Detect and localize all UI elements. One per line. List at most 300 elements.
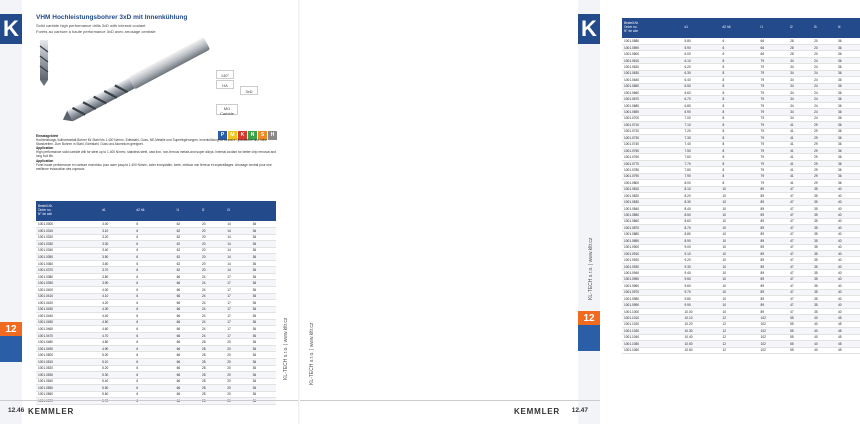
dimension-cell: 35 bbox=[812, 231, 836, 237]
dimension-cell: 6 bbox=[134, 378, 174, 385]
dimension-cell: 66 bbox=[175, 300, 200, 307]
order-number-cell: 1001.0350 bbox=[36, 254, 100, 261]
order-number-cell: 1001.0730 bbox=[622, 135, 683, 141]
order-number-cell: 1001.0900 bbox=[622, 244, 683, 250]
column-header: Bestell-Nr. Order no. N° de cde bbox=[36, 201, 100, 221]
dimension-cell: 24 bbox=[200, 313, 225, 320]
dimension-cell: 3.30 bbox=[100, 241, 134, 248]
dimension-cell: 40 bbox=[836, 296, 860, 302]
dimension-cell: 17 bbox=[225, 280, 250, 287]
dimension-cell: 9.20 bbox=[683, 257, 721, 263]
dimension-cell: 8 bbox=[721, 154, 759, 160]
dimension-cell: 5.80 bbox=[683, 38, 721, 44]
dimension-cell: 79 bbox=[759, 64, 789, 70]
product-description bbox=[36, 134, 276, 171]
dimension-cell: 79 bbox=[759, 167, 789, 173]
dimension-cell: 89 bbox=[759, 276, 789, 282]
dimension-cell: 4.50 bbox=[100, 319, 134, 326]
dimension-cell: 79 bbox=[759, 173, 789, 179]
dimension-cell: 47 bbox=[788, 193, 812, 199]
dimension-cell: 36 bbox=[836, 109, 860, 115]
dimension-cell: 6 bbox=[134, 254, 174, 261]
dimension-cell: 36 bbox=[251, 228, 276, 235]
dimension-cell: 89 bbox=[759, 186, 789, 192]
dimension-cell: 35 bbox=[812, 244, 836, 250]
dimension-cell: 36 bbox=[251, 280, 276, 287]
dimension-cell: 79 bbox=[759, 109, 789, 115]
dimension-cell: 17 bbox=[225, 293, 250, 300]
dimension-cell: 6.00 bbox=[683, 51, 721, 57]
dimension-cell: 55 bbox=[788, 341, 812, 347]
dimension-cell: 20 bbox=[812, 38, 836, 44]
dimension-cell: 47 bbox=[788, 276, 812, 282]
dimension-cell: 62 bbox=[175, 260, 200, 267]
dimension-cell: 34 bbox=[788, 90, 812, 96]
right-url[interactable]: KL-TECH s.r.o. | www.kltr.cz bbox=[588, 237, 594, 300]
dimension-cell: 28 bbox=[200, 339, 225, 346]
dimension-cell: 6 bbox=[134, 391, 174, 398]
dimension-cell: 40 bbox=[836, 257, 860, 263]
dimension-cell: 17 bbox=[225, 319, 250, 326]
dimension-cell: 8 bbox=[721, 147, 759, 153]
dimension-cell: 36 bbox=[251, 326, 276, 333]
dimension-cell: 24 bbox=[200, 293, 225, 300]
dimension-cell: 28 bbox=[200, 372, 225, 379]
dimension-cell: 55 bbox=[788, 347, 812, 353]
dimension-cell: 34 bbox=[788, 115, 812, 121]
dimension-cell: 6 bbox=[134, 372, 174, 379]
dimension-cell: 79 bbox=[759, 122, 789, 128]
dimension-cell: 36 bbox=[251, 378, 276, 385]
dimension-cell: 10.20 bbox=[683, 321, 721, 327]
dimension-cell: 12 bbox=[721, 315, 759, 321]
dimension-cell: 20 bbox=[200, 234, 225, 241]
order-number-cell: 1001.0670 bbox=[622, 96, 683, 102]
order-number-cell: 1001.1020 bbox=[622, 321, 683, 327]
dimension-cell: 24 bbox=[812, 64, 836, 70]
dimension-cell: 20 bbox=[225, 378, 250, 385]
dimension-cell: 35 bbox=[812, 205, 836, 211]
order-number-cell: 1001.0330 bbox=[36, 241, 100, 248]
order-number-cell: 1001.0850 bbox=[622, 212, 683, 218]
dimension-cell: 3.00 bbox=[100, 221, 134, 228]
dimension-cell: 35 bbox=[812, 276, 836, 282]
dimension-cell: 40 bbox=[836, 308, 860, 314]
dimension-cell: 34 bbox=[788, 70, 812, 76]
dimension-cell: 36 bbox=[836, 83, 860, 89]
order-number-cell: 1001.0640 bbox=[622, 77, 683, 83]
order-number-cell: 1001.0890 bbox=[622, 238, 683, 244]
order-number-cell: 1001.0920 bbox=[622, 257, 683, 263]
dimension-cell: 45 bbox=[836, 321, 860, 327]
dimension-cell: 8.50 bbox=[683, 212, 721, 218]
dimension-cell: 6 bbox=[134, 260, 174, 267]
dimension-cell: 102 bbox=[759, 334, 789, 340]
right-chapter-badge[interactable]: 12 bbox=[578, 311, 600, 327]
dimension-cell: 14 bbox=[225, 260, 250, 267]
dimension-cell: 45 bbox=[836, 315, 860, 321]
dimension-cell: 6 bbox=[134, 234, 174, 241]
dimension-cell: 55 bbox=[788, 334, 812, 340]
dimension-cell: 20 bbox=[200, 221, 225, 228]
dimension-cell: 89 bbox=[759, 244, 789, 250]
dimension-cell: 102 bbox=[759, 347, 789, 353]
dimension-cell: 35 bbox=[812, 257, 836, 263]
dimension-cell: 89 bbox=[759, 212, 789, 218]
order-number-cell: 1001.0780 bbox=[622, 167, 683, 173]
left-brand: KEMMLER bbox=[28, 407, 75, 416]
dimension-cell: 6.90 bbox=[683, 109, 721, 115]
order-number-cell: 1001.0610 bbox=[622, 57, 683, 63]
order-number-cell: 1001.0550 bbox=[36, 385, 100, 392]
dimension-cell: 66 bbox=[175, 293, 200, 300]
material-badge-p: P bbox=[218, 131, 227, 140]
dimension-cell: 35 bbox=[812, 296, 836, 302]
dimension-cell: 40 bbox=[836, 199, 860, 205]
dimension-cell: 10 bbox=[721, 193, 759, 199]
dimension-cell: 36 bbox=[251, 254, 276, 261]
dimension-cell: 17 bbox=[225, 313, 250, 320]
dimension-cell: 29 bbox=[812, 173, 836, 179]
order-number-cell: 1001.0960 bbox=[622, 283, 683, 289]
dimension-cell: 6 bbox=[134, 345, 174, 352]
dimension-cell: 47 bbox=[788, 289, 812, 295]
dimension-cell: 24 bbox=[812, 83, 836, 89]
dimension-cell: 79 bbox=[759, 160, 789, 166]
dimension-cell: 102 bbox=[759, 321, 789, 327]
dimension-cell: 10 bbox=[721, 218, 759, 224]
dimension-cell: 14 bbox=[225, 241, 250, 248]
dimension-cell: 14 bbox=[225, 234, 250, 241]
dimension-cell: 29 bbox=[812, 147, 836, 153]
dimension-cell: 29 bbox=[812, 135, 836, 141]
dimension-cell: 36 bbox=[251, 319, 276, 326]
dimension-cell: 36 bbox=[251, 358, 276, 365]
table-row bbox=[622, 347, 860, 353]
dimension-cell: 6.10 bbox=[683, 57, 721, 63]
dimension-cell: 24 bbox=[200, 332, 225, 339]
dimension-cell: 47 bbox=[788, 218, 812, 224]
dimension-cell: 20 bbox=[225, 352, 250, 359]
dimension-cell: 20 bbox=[812, 44, 836, 50]
dimension-cell: 40 bbox=[836, 231, 860, 237]
dimension-cell: 89 bbox=[759, 225, 789, 231]
dimension-cell: 66 bbox=[175, 345, 200, 352]
right-page bbox=[300, 0, 842, 424]
dimension-cell: 47 bbox=[788, 231, 812, 237]
right-url-inner[interactable]: KL-TECH s.r.o. | www.kltr.cz bbox=[309, 322, 315, 385]
dimension-cell: 7.50 bbox=[683, 147, 721, 153]
dimension-cell: 17 bbox=[225, 286, 250, 293]
dimension-cell: 34 bbox=[788, 109, 812, 115]
dimension-cell: 36 bbox=[836, 51, 860, 57]
dimension-cell: 9.30 bbox=[683, 263, 721, 269]
dimension-cell: 66 bbox=[175, 273, 200, 280]
dimension-cell: 36 bbox=[251, 241, 276, 248]
dimension-cell: 10 bbox=[721, 257, 759, 263]
dimension-cell: 28 bbox=[200, 385, 225, 392]
dimension-cell: 55 bbox=[788, 321, 812, 327]
material-badge-h: H bbox=[268, 131, 277, 140]
order-number-cell: 1001.0410 bbox=[36, 293, 100, 300]
dimension-cell: 40 bbox=[836, 205, 860, 211]
dimension-cell: 28 bbox=[200, 352, 225, 359]
product-subtitle-fr: Forets au carbure à haute performance 3xD avec arrosage centrale bbox=[36, 29, 156, 34]
dimension-cell: 3.70 bbox=[100, 267, 134, 274]
dimension-cell: 35 bbox=[812, 238, 836, 244]
dimension-cell: 89 bbox=[759, 308, 789, 314]
order-number-cell: 1001.0880 bbox=[622, 231, 683, 237]
dimension-cell: 8 bbox=[721, 173, 759, 179]
dimension-cell: 17 bbox=[225, 332, 250, 339]
dimension-cell: 7.20 bbox=[683, 128, 721, 134]
order-number-cell: 1001.0310 bbox=[36, 228, 100, 235]
column-header: l1 bbox=[175, 201, 200, 221]
dimension-cell: 41 bbox=[788, 160, 812, 166]
dimension-cell: 36 bbox=[251, 234, 276, 241]
dimension-cell: 9.60 bbox=[683, 283, 721, 289]
dimension-cell: 6.60 bbox=[683, 90, 721, 96]
dimension-cell: 66 bbox=[175, 385, 200, 392]
dimension-cell: 8 bbox=[721, 90, 759, 96]
dimension-cell: 20 bbox=[225, 345, 250, 352]
dimension-cell: 7.00 bbox=[683, 115, 721, 121]
left-chapter-badge[interactable]: 12 bbox=[0, 322, 22, 338]
dimension-cell: 36 bbox=[251, 306, 276, 313]
left-section-tab[interactable]: K bbox=[0, 14, 22, 44]
dimension-cell: 8 bbox=[721, 70, 759, 76]
dimension-cell: 36 bbox=[836, 96, 860, 102]
dimension-cell: 36 bbox=[836, 44, 860, 50]
dimension-cell: 36 bbox=[836, 167, 860, 173]
dimension-cell: 28 bbox=[200, 365, 225, 372]
dimension-cell: 4.40 bbox=[100, 313, 134, 320]
dimension-cell: 36 bbox=[836, 38, 860, 44]
dimension-cell: 89 bbox=[759, 231, 789, 237]
dimension-cell: 66 bbox=[175, 280, 200, 287]
shank-type-spec: HA bbox=[216, 80, 234, 89]
dimension-cell: 6 bbox=[134, 228, 174, 235]
dimension-cell: 35 bbox=[812, 193, 836, 199]
dimension-cell: 24 bbox=[200, 273, 225, 280]
dimension-cell: 34 bbox=[788, 102, 812, 108]
dimension-cell: 28 bbox=[788, 51, 812, 57]
dimension-cell: 6 bbox=[134, 385, 174, 392]
dimension-cell: 8 bbox=[721, 167, 759, 173]
dimension-cell: 66 bbox=[175, 378, 200, 385]
dimension-cell: 9.10 bbox=[683, 250, 721, 256]
dimension-cell: 24 bbox=[200, 319, 225, 326]
dimension-cell: 66 bbox=[175, 391, 200, 398]
dimension-cell: 66 bbox=[175, 398, 200, 405]
dimension-cell: 89 bbox=[759, 199, 789, 205]
dimension-cell: 6 bbox=[134, 247, 174, 254]
dimension-cell: 20 bbox=[225, 391, 250, 398]
dimension-cell: 36 bbox=[251, 398, 276, 405]
order-number-cell: 1001.0700 bbox=[622, 115, 683, 121]
dimension-cell: 55 bbox=[788, 328, 812, 334]
order-number-cell: 1001.0660 bbox=[622, 90, 683, 96]
dimension-cell: 8 bbox=[721, 180, 759, 186]
dimension-cell: 34 bbox=[788, 57, 812, 63]
dimension-cell: 12 bbox=[721, 328, 759, 334]
dimension-cell: 6 bbox=[134, 398, 174, 405]
dimension-cell: 102 bbox=[759, 315, 789, 321]
dimension-cell: 4.80 bbox=[100, 339, 134, 346]
column-header: Bestell-Nr. Order no. N° de cde bbox=[622, 18, 683, 38]
dimension-cell: 6.80 bbox=[683, 102, 721, 108]
order-number-cell: 1001.0500 bbox=[36, 352, 100, 359]
dimension-cell: 10 bbox=[721, 276, 759, 282]
dimension-cell: 28 bbox=[200, 345, 225, 352]
dimension-cell: 102 bbox=[759, 341, 789, 347]
order-number-cell: 1001.0810 bbox=[622, 186, 683, 192]
dimension-cell: 89 bbox=[759, 257, 789, 263]
dimension-cell: 89 bbox=[759, 289, 789, 295]
dimension-cell: 6 bbox=[134, 267, 174, 274]
dimension-cell: 28 bbox=[200, 398, 225, 405]
dimension-cell: 8.70 bbox=[683, 225, 721, 231]
right-chapter-marker bbox=[578, 325, 600, 351]
dimension-cell: 36 bbox=[836, 77, 860, 83]
dimension-cell: 66 bbox=[175, 313, 200, 320]
order-number-cell: 1001.0870 bbox=[622, 225, 683, 231]
dimension-cell: 35 bbox=[812, 308, 836, 314]
dimension-cell: 66 bbox=[175, 365, 200, 372]
dimension-cell: 36 bbox=[251, 286, 276, 293]
dimension-cell: 34 bbox=[788, 83, 812, 89]
left-page-number: 12.46 bbox=[8, 407, 25, 414]
dimension-cell: 41 bbox=[788, 173, 812, 179]
dimension-cell: 79 bbox=[759, 83, 789, 89]
dimension-cell: 8 bbox=[721, 83, 759, 89]
dimension-cell: 24 bbox=[200, 280, 225, 287]
dimension-cell: 45 bbox=[836, 328, 860, 334]
dimension-cell: 9.90 bbox=[683, 302, 721, 308]
right-footer bbox=[300, 400, 600, 424]
dimension-cell: 5.00 bbox=[100, 352, 134, 359]
right-side-strip bbox=[578, 0, 600, 424]
left-url[interactable]: KL-TECH s.r.o. | www.kltr.cz bbox=[283, 317, 289, 380]
dimension-cell: 40 bbox=[812, 315, 836, 321]
dimension-cell: 79 bbox=[759, 90, 789, 96]
dimension-cell: 10 bbox=[721, 205, 759, 211]
dimension-cell: 6.50 bbox=[683, 83, 721, 89]
order-number-cell: 1001.0420 bbox=[36, 300, 100, 307]
dimension-cell: 17 bbox=[225, 300, 250, 307]
dimension-cell: 5.20 bbox=[100, 365, 134, 372]
dimension-cell: 66 bbox=[759, 51, 789, 57]
dimension-cell: 8 bbox=[721, 122, 759, 128]
column-header: l4 bbox=[836, 18, 860, 38]
dimension-cell: 35 bbox=[812, 302, 836, 308]
dimension-cell: 10.40 bbox=[683, 334, 721, 340]
dimension-cell: 45 bbox=[836, 341, 860, 347]
dimension-cell: 36 bbox=[251, 221, 276, 228]
dimension-cell: 9.40 bbox=[683, 270, 721, 276]
dimension-cell: 4.00 bbox=[100, 286, 134, 293]
dimension-cell: 36 bbox=[836, 135, 860, 141]
order-number-cell: 1001.0440 bbox=[36, 313, 100, 320]
point-angle-spec: 140° bbox=[216, 70, 234, 79]
dimension-cell: 9.50 bbox=[683, 276, 721, 282]
dimension-cell: 10 bbox=[721, 186, 759, 192]
dimension-cell: 89 bbox=[759, 270, 789, 276]
dimension-cell: 20 bbox=[225, 339, 250, 346]
dimension-cell: 10 bbox=[721, 250, 759, 256]
dimension-cell: 7.80 bbox=[683, 167, 721, 173]
dimension-cell: 35 bbox=[812, 270, 836, 276]
order-number-cell: 1001.0840 bbox=[622, 205, 683, 211]
dimension-cell: 36 bbox=[251, 385, 276, 392]
dimension-cell: 10.50 bbox=[683, 341, 721, 347]
column-header: l2 bbox=[788, 18, 812, 38]
dimension-cell: 40 bbox=[836, 283, 860, 289]
dimension-cell: 12 bbox=[721, 334, 759, 340]
dimension-cell: 20 bbox=[200, 247, 225, 254]
dimension-cell: 55 bbox=[788, 315, 812, 321]
material-badge-k: K bbox=[238, 131, 247, 140]
dimension-cell: 8 bbox=[721, 77, 759, 83]
dimension-cell: 79 bbox=[759, 57, 789, 63]
dimension-cell: 24 bbox=[812, 96, 836, 102]
dimension-cell: 6 bbox=[134, 293, 174, 300]
dimension-cell: 36 bbox=[836, 128, 860, 134]
dimension-cell: 10 bbox=[721, 270, 759, 276]
dimension-cell: 28 bbox=[200, 391, 225, 398]
dimension-cell: 14 bbox=[225, 247, 250, 254]
dimension-cell: 3.80 bbox=[100, 273, 134, 280]
right-section-tab[interactable]: K bbox=[578, 14, 600, 44]
right-page-number: 12.47 bbox=[571, 407, 588, 414]
column-header: l3 bbox=[812, 18, 836, 38]
dimension-cell: 6.40 bbox=[683, 77, 721, 83]
dimension-cell: 28 bbox=[200, 378, 225, 385]
dimension-cell: 79 bbox=[759, 135, 789, 141]
desc-text-fr: Foret haute performance en carbure monobloc pour acier jusqu'à 1.400 N/mm², acier inoxydable, fonte, métaux non ferreux et superalliages. Arrosage central pour une meilleure évacuation des copeaux. bbox=[36, 162, 272, 171]
dimension-cell: 45 bbox=[836, 347, 860, 353]
dimension-cell: 79 bbox=[759, 115, 789, 121]
dimension-cell: 6 bbox=[134, 306, 174, 313]
dimension-cell: 47 bbox=[788, 250, 812, 256]
dimension-cell: 24 bbox=[200, 306, 225, 313]
order-number-cell: 1001.0630 bbox=[622, 70, 683, 76]
dimension-cell: 40 bbox=[812, 334, 836, 340]
order-number-cell: 1001.0940 bbox=[622, 270, 683, 276]
dimension-cell: 28 bbox=[200, 358, 225, 365]
order-number-cell: 1001.0970 bbox=[622, 289, 683, 295]
dimension-cell: 102 bbox=[759, 328, 789, 334]
dimension-cell: 66 bbox=[759, 38, 789, 44]
dimension-cell: 10.30 bbox=[683, 328, 721, 334]
right-dimensions-table bbox=[622, 18, 860, 354]
order-number-cell: 1001.1030 bbox=[622, 328, 683, 334]
dimension-cell: 40 bbox=[836, 238, 860, 244]
dimension-cell: 5.60 bbox=[100, 391, 134, 398]
dimension-cell: 24 bbox=[812, 102, 836, 108]
dimension-cell: 41 bbox=[788, 147, 812, 153]
order-number-cell: 1001.0980 bbox=[622, 296, 683, 302]
dimension-cell: 36 bbox=[251, 365, 276, 372]
dimension-cell: 47 bbox=[788, 270, 812, 276]
order-number-cell: 1001.0430 bbox=[36, 306, 100, 313]
dimension-cell: 36 bbox=[251, 300, 276, 307]
dimension-cell: 3.40 bbox=[100, 247, 134, 254]
product-subtitle-en: Solid carbide high performance drills 3xD with internal coolant bbox=[36, 23, 146, 28]
left-page bbox=[0, 0, 300, 424]
product-title: VHM Hochleistungsbohrer 3xD mit Innenkühlung bbox=[36, 14, 188, 21]
dimension-cell: 8 bbox=[721, 115, 759, 121]
